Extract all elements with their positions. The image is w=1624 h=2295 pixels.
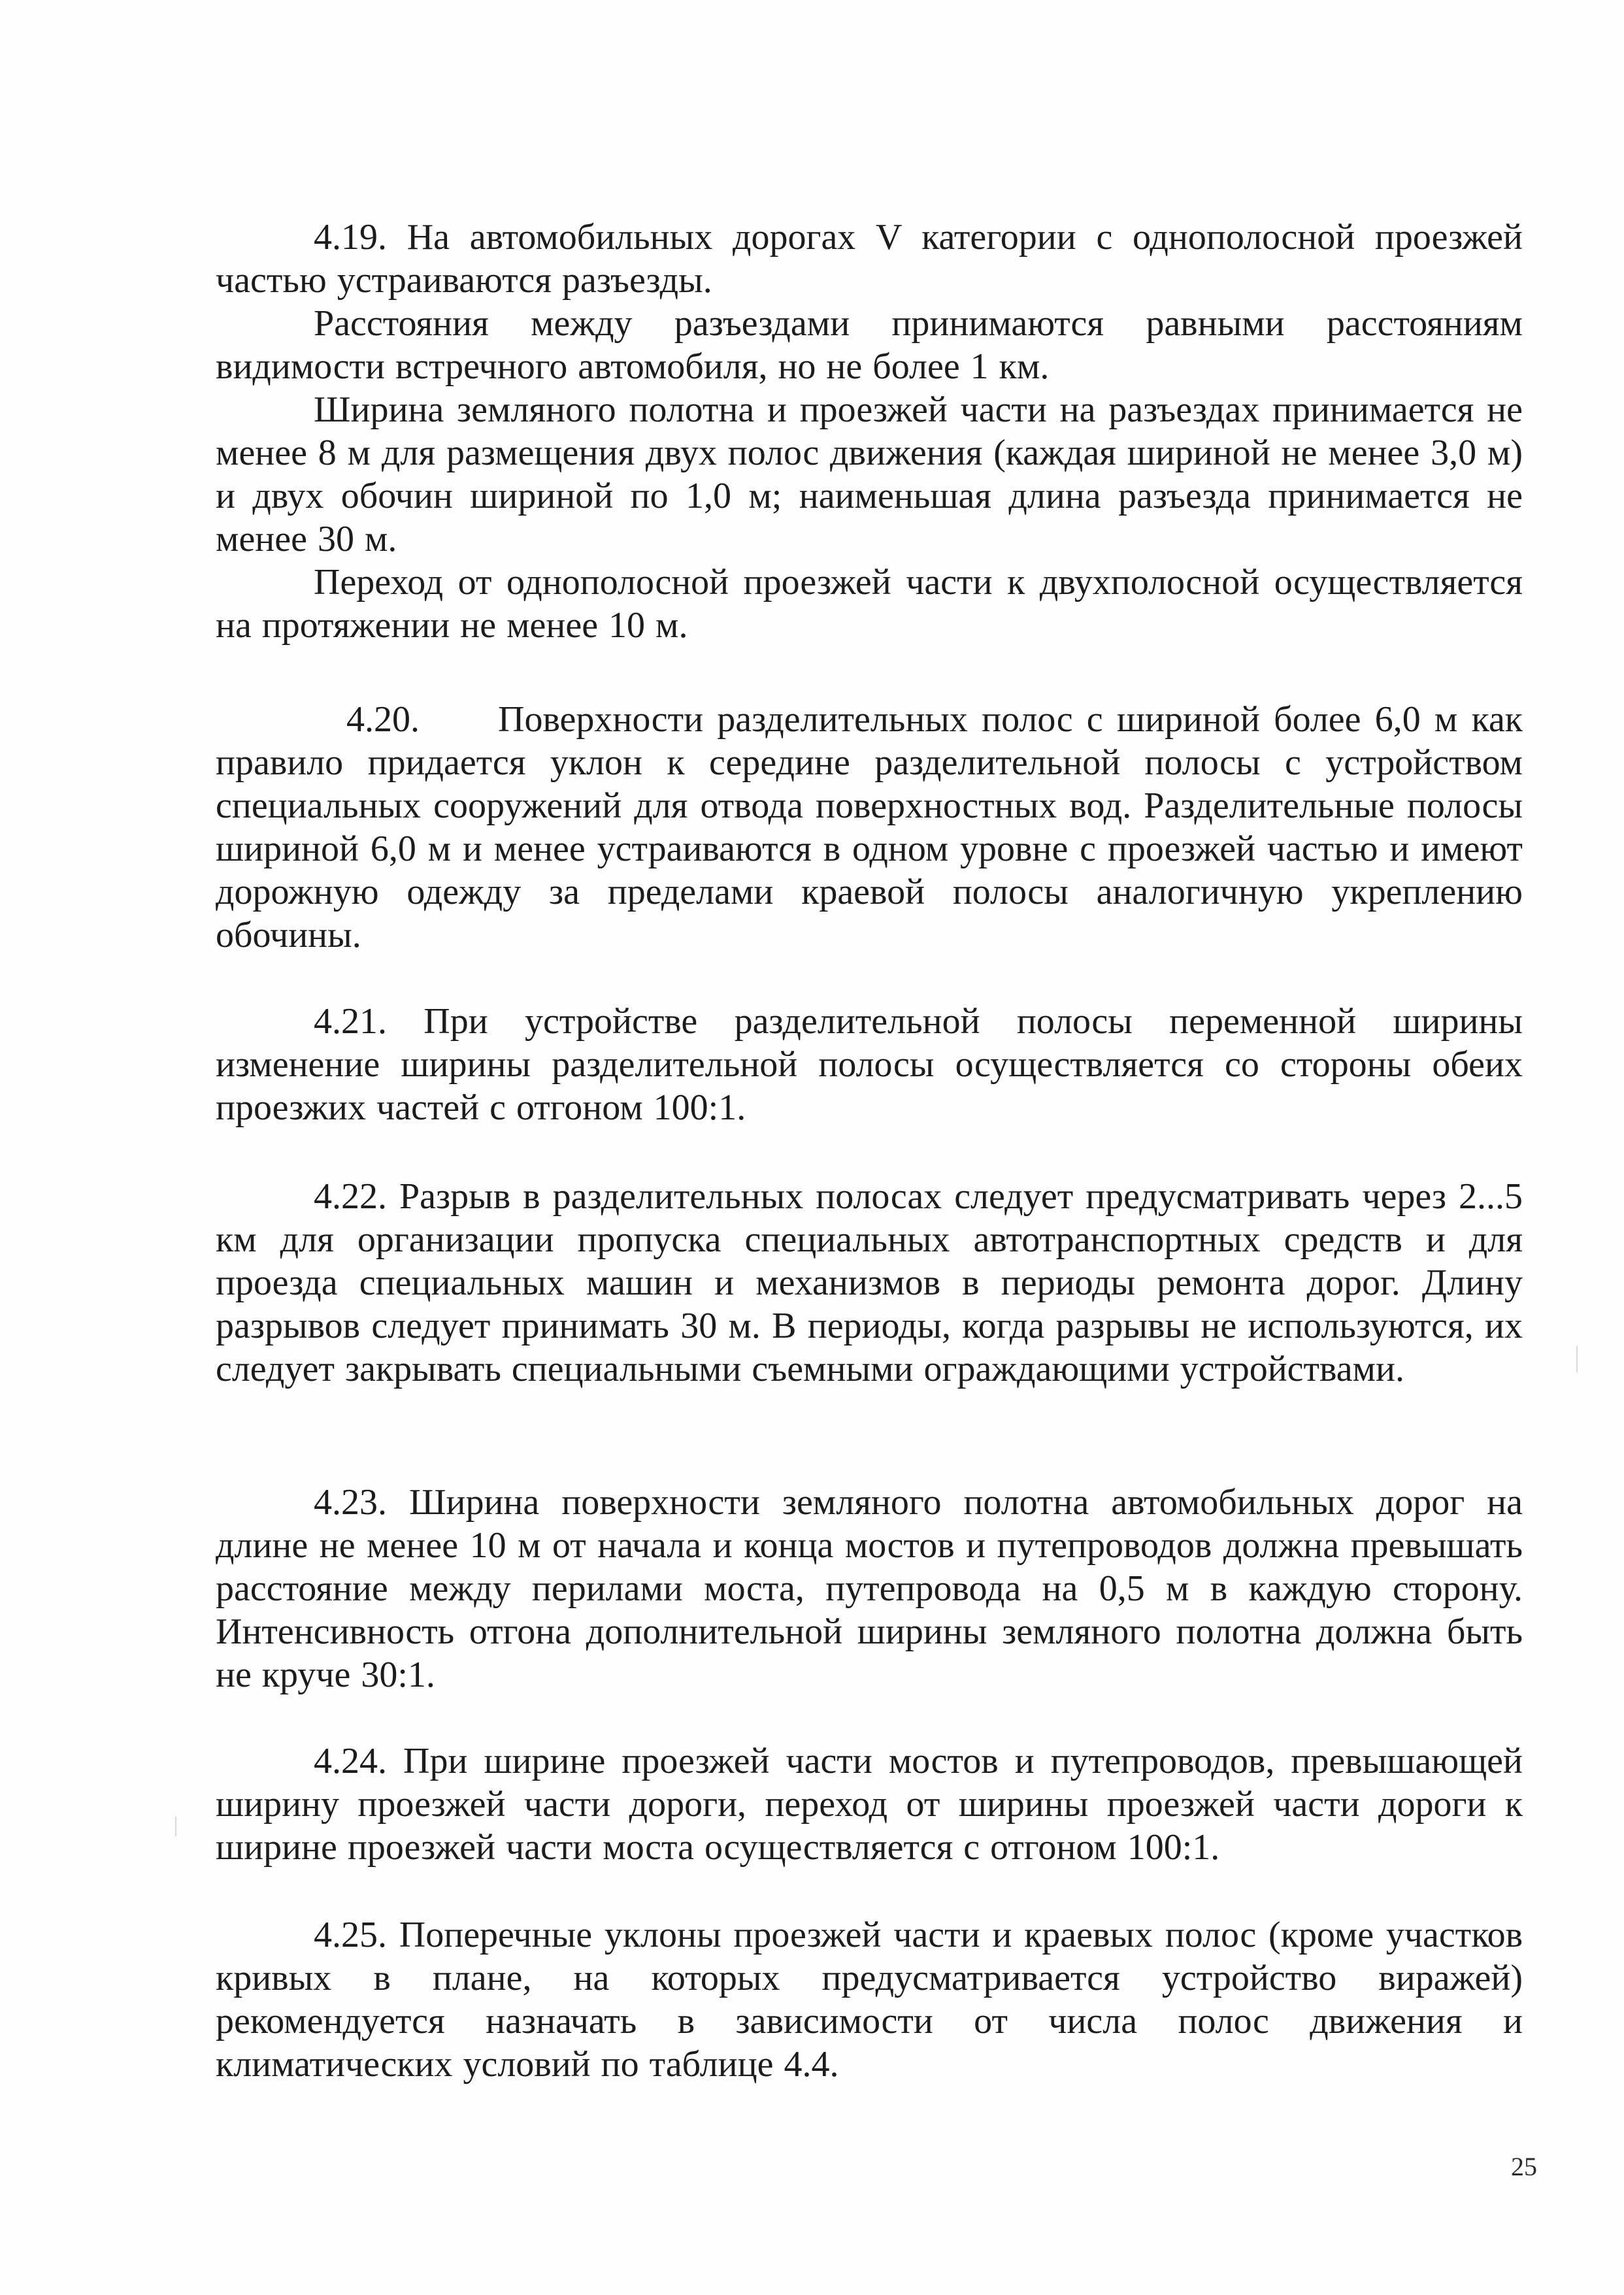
page-number: 25 <box>1511 2152 1537 2181</box>
paragraph-4-21 <box>216 1000 1523 1129</box>
section-number: 4.21. <box>314 1001 387 1042</box>
paragraph-4-19-1 <box>216 216 1523 302</box>
scan-artifact <box>175 1817 176 1836</box>
section-number: 4.24. <box>314 1741 387 1781</box>
section-4-21 <box>216 1000 1523 1129</box>
paragraph-4-25 <box>216 1913 1523 2086</box>
section-number: 4.20. <box>346 699 420 740</box>
paragraph-4-19-4: Переход от однополосной проезжей части к двухполосной осуществляется на протяжении не менее 10 м. <box>216 562 1523 646</box>
section-4-24 <box>216 1740 1523 1869</box>
paragraph-text: Поперечные уклоны проезжей части и краевых полос (кроме участков кривых в плане, на которых предусматривается устройство виражей) рекомендуется назначать в зависимости от числа полос движения и климатических условий по таблице 4.4. <box>216 1915 1523 2085</box>
paragraph-text: Поверхности разделительных полос с шириной более 6,0 м как правило придается уклон к середине разделительной полосы с устройством специальных сооружений для отвода поверхностных вод. Разделительные полосы шириной 6,0 м и менее устраиваются в одном уровне с проезжей частью и имеют дорожную одежду за пределами краевой полосы аналогичную укреплению обочины. <box>216 699 1523 955</box>
paragraph-text: Ширина поверхности земляного полотна автомобильных дорог на длине не менее 10 м от начала и конца мостов и путепроводов должна превышать расстояние между перилами моста, путепровода на 0,5 м в каждую сторону. Интенсивность отгона дополнительной ширины земляного полотна должна быть не круче 30:1. <box>216 1482 1523 1695</box>
paragraph-4-22 <box>216 1175 1523 1391</box>
section-4-22 <box>216 1175 1523 1391</box>
section-4-25 <box>216 1913 1523 2086</box>
section-4-23 <box>216 1481 1523 1696</box>
paragraph-text: При устройстве разделительной полосы переменной ширины изменение ширины разделительной полосы осуществляется со стороны обеих проезжих частей с отгоном 100:1. <box>216 1001 1523 1128</box>
paragraph-4-20 <box>216 698 1523 957</box>
section-number: 4.25. <box>314 1915 387 1955</box>
section-4-19 <box>216 216 1523 647</box>
paragraph-4-19-3: Ширина земляного полотна и проезжей части на разъездах принимается не менее 8 м для размещения двух полос движения (каждая шириной не менее 3,0 м) и двух обочин шириной по 1,0 м; наименьшая длина разъезда принимается не менее 30 м. <box>216 389 1523 559</box>
section-number: 4.23. <box>314 1482 387 1523</box>
section-number: 4.22. <box>314 1176 387 1217</box>
paragraph-text: При ширине проезжей части мостов и путепроводов, превышающей ширину проезжей части дороги, переход от ширины проезжей части дороги к ширине проезжей части моста осуществляется с отгоном 100:1. <box>216 1741 1523 1868</box>
paragraph-4-23 <box>216 1481 1523 1696</box>
paragraph-4-24 <box>216 1740 1523 1869</box>
paragraph-text: Разрыв в разделительных полосах следует предусматривать через 2...5 км для организации пропуска специальных автотранспортных средств и для проезда специальных машин и механизмов в периоды ремонта дорог. Длину разрывов следует принимать 30 м. В периоды, когда разрывы не используются, их следует закрывать специальными съемными ограждающими устройствами. <box>216 1176 1523 1389</box>
paragraph-4-19-2: Расстояния между разъездами принимаются равными расстояниям видимости встречного автомобиля, но не более 1 км. <box>216 303 1523 387</box>
section-4-20 <box>216 698 1523 957</box>
paragraph-text: На автомобильных дорогах V категории с однополосной проезжей частью устраиваются разъезды. <box>216 217 1523 301</box>
section-number: 4.19. <box>314 217 387 257</box>
scan-artifact <box>1576 1346 1578 1372</box>
